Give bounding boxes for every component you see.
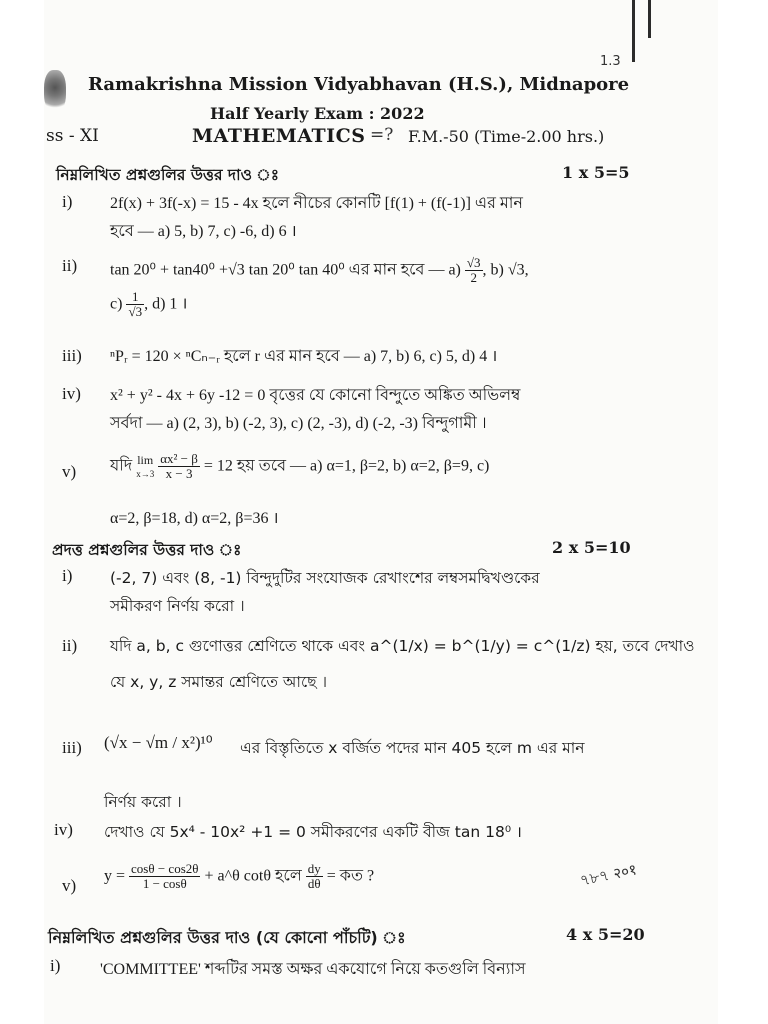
exam-title: Half Yearly Exam : 2022: [210, 104, 425, 123]
q1-1-num: i): [62, 192, 73, 211]
q3-1-num: i): [50, 956, 61, 975]
q2-3-num: iii): [62, 738, 82, 757]
q1-2-frac1: $\frac{√3}{2}$: [466, 255, 481, 286]
q2-2-num: ii): [62, 636, 78, 655]
q1-5-frac: $\frac{\text{αx² − β}}{x - 3}$: [160, 451, 198, 482]
handwritten-note: ৭৮৭ २०१: [578, 860, 639, 890]
q2-1-line1: (-2, 7) এবং (8, -1) বিন্দুদুটির সংযোজক রেখাংশের লম্বসমদ্বিখণ্ডকের: [110, 569, 540, 587]
q1-2-line2: c) $\frac{1}{√3}$ , d) 1 ।: [110, 289, 188, 320]
q1-4-num: iv): [62, 384, 81, 403]
section2-heading: প্রদত্ত প্রশ্নগুলির উত্তর দাও ঃ: [52, 541, 242, 559]
q2-4-num: iv): [54, 820, 73, 839]
binder-bar-1: [632, 0, 635, 62]
q1-3-num: iii): [62, 346, 82, 365]
section1-marks: 1 x 5=5: [562, 163, 630, 182]
class-label: ss - XI: [46, 126, 99, 146]
q2-1-num: i): [62, 566, 73, 585]
q3-1-line1: 'COMMITTEE' শব্দটির সমস্ত অক্ষর একযোগে নিয়ে কতগুলি বিন্যাস: [100, 961, 526, 978]
q1-5-line2: α=2, β=18, d) α=2, β=36 ।: [110, 510, 279, 527]
school-logo: [44, 70, 66, 114]
q1-5-line1: যদি lim x→3 $\frac{\text{αx² − β}}{x - 3}$ = 12 হয় তবে — a) α=1, β=2, b) α=2, β=9, c): [110, 451, 490, 482]
q1-2-num: ii): [62, 256, 78, 275]
q1-1-line1: 2f(x) + 3f(-x) = 15 - 4x হলে নীচের কোনটি [f(1) + (f(-1)] এর মান: [110, 195, 523, 212]
section3-heading: নিম্নলিখিত প্রশ্নগুলির উত্তর দাও (যে কোনো পাঁচটি) ঃ: [48, 928, 406, 947]
q2-3-line2: নির্ণয় করো ।: [104, 793, 182, 811]
q2-3-line1: এর বিস্তৃতিতে x বর্জিত পদের মান 405 হলে m এর মান: [240, 739, 585, 757]
subject-mark: =?: [370, 125, 394, 145]
section3-marks: 4 x 5=20: [566, 925, 645, 944]
q1-2-frac2: $\frac{1}{√3}$: [128, 289, 143, 320]
q1-1-line2: হবে — a) 5, b) 7, c) -6, d) 6 ।: [110, 223, 297, 240]
q1-5-lim: lim x→3: [136, 452, 155, 479]
q2-3-expr: (√x − √m / x²)¹⁰: [104, 733, 213, 752]
q2-5-num: v): [62, 876, 77, 895]
q2-5-dfrac: $\frac{dy}{d\theta}$: [307, 861, 321, 892]
subject-title: MATHEMATICS: [192, 125, 366, 147]
q2-2-line2: যে x, y, z সমান্তর শ্রেণিতে আছে ।: [110, 673, 328, 691]
section1-heading: নিম্নলিখিত প্রশ্নগুলির উত্তর দাও ঃ: [56, 166, 280, 184]
q1-3-line1: ⁿPᵣ = 120 × ⁿCₙ₋ᵣ হলে r এর মান হবে — a) 7, b) 6, c) 5, d) 4 ।: [110, 348, 498, 365]
q1-5-num: v): [62, 462, 77, 481]
section2-marks: 2 x 5=10: [552, 538, 631, 557]
q1-4-line2: সর্বদা — a) (2, 3), b) (-2, 3), c) (2, -3), d) (-2, -3) বিন্দুগামী ।: [110, 415, 487, 432]
q2-5-frac: $\frac{\cos\theta - \cos 2\theta}{1 - \cos\theta}$: [131, 861, 199, 892]
q2-1-line2: সমীকরণ নির্ণয় করো ।: [110, 597, 245, 615]
q2-5-line1: y = $\frac{\cos\theta - \cos 2\theta}{1 - \cos\theta}$ + a^θ cotθ হলে $\frac{dy}{d\theta}$ = কত ?: [104, 861, 375, 892]
corner-scribble: 1.3: [600, 54, 621, 69]
marks-time: F.M.-50 (Time-2.00 hrs.): [408, 127, 605, 146]
q2-2-line1: যদি a, b, c গুণোত্তর শ্রেণিতে থাকে এবং a^(1/x) = b^(1/y) = c^(1/z) হয়, তবে দেখাও: [110, 637, 695, 655]
page-edge: [718, 0, 768, 1024]
binder-bar-2: [648, 0, 651, 38]
q1-2-line1: tan 20⁰ + tan40⁰ +√3 tan 20⁰ tan 40⁰ এর মান হবে — a) $\frac{√3}{2}$ , b) √3,: [110, 255, 529, 286]
q2-4-line1: দেখাও যে 5x⁴ - 10x² +1 = 0 সমীকরণের একটি বীজ tan 18⁰ ।: [104, 823, 522, 841]
q1-4-line1: x² + y² - 4x + 6y -12 = 0 বৃত্তের যে কোনো বিন্দুতে অঙ্কিত অভিলম্ব: [110, 387, 521, 404]
institute-name: Ramakrishna Mission Vidyabhavan (H.S.), Midnapore: [88, 74, 630, 95]
